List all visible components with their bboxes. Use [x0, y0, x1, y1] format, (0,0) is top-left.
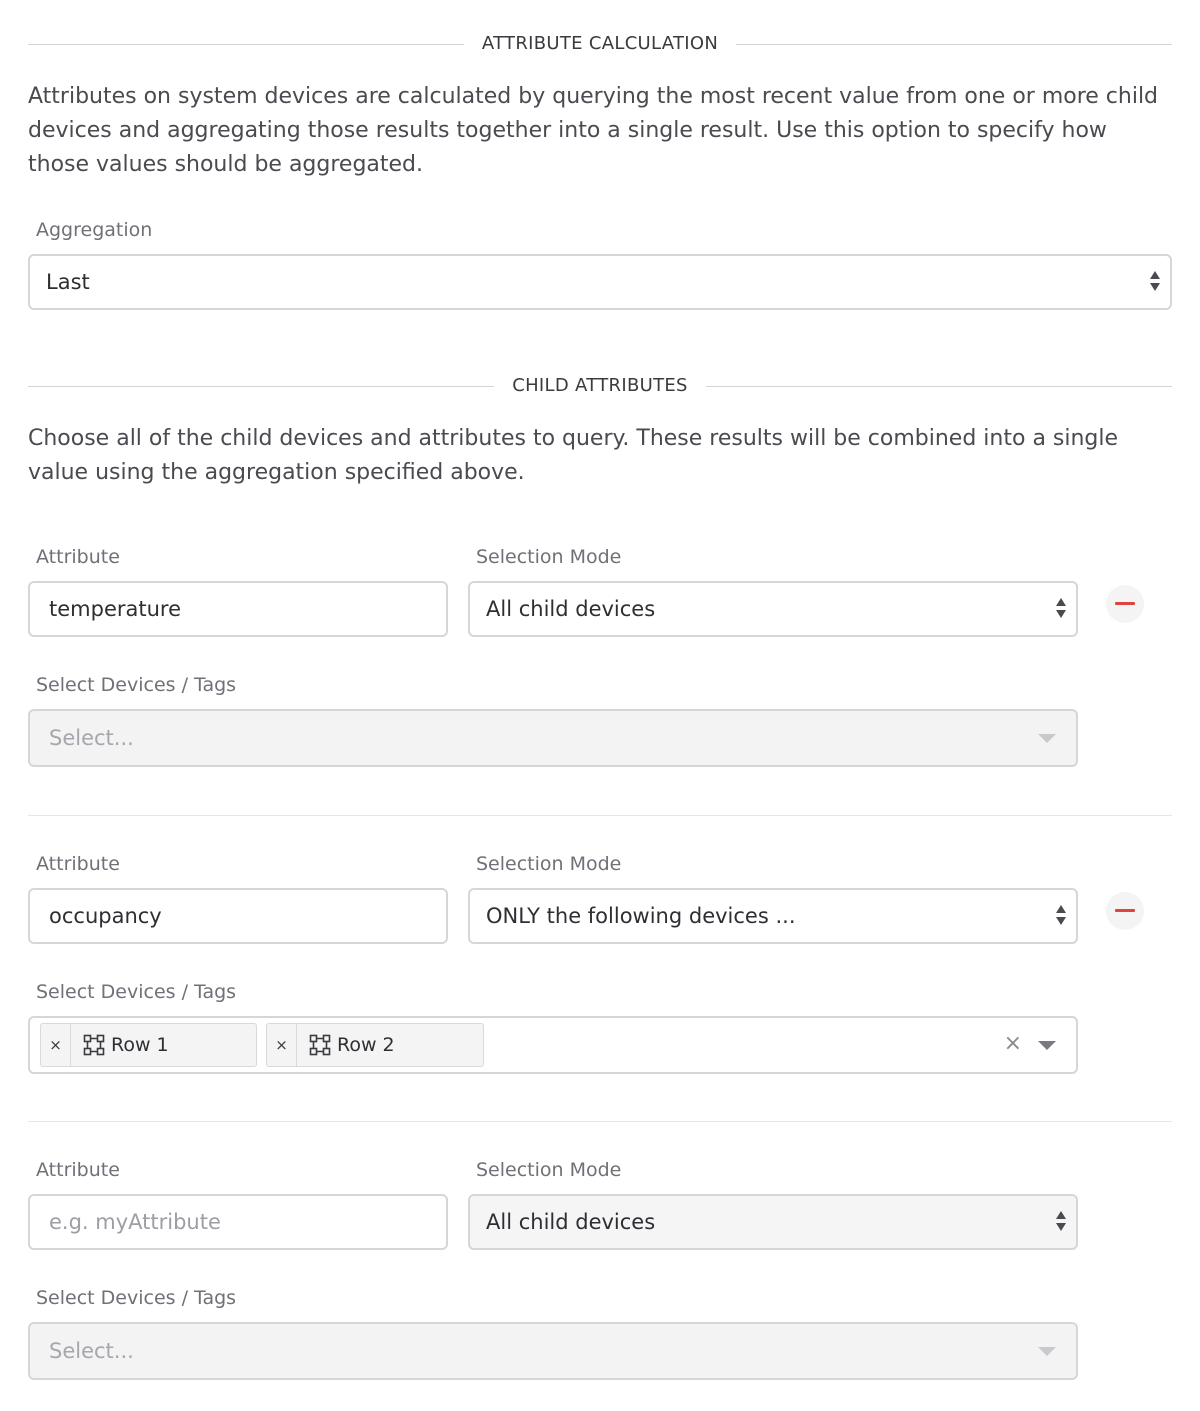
device-tag: [266, 1023, 484, 1067]
section-title-attribute-calculation: ATTRIBUTE CALCULATION: [464, 33, 736, 54]
remove-tag-button[interactable]: ×: [41, 1024, 71, 1066]
attribute-input[interactable]: occupancy: [28, 888, 448, 944]
remove-row-button[interactable]: [1106, 585, 1144, 623]
select-devices-label: Select Devices / Tags: [36, 981, 237, 1003]
selection-mode-value: ONLY the following devices ...: [486, 904, 796, 928]
chevron-down-icon[interactable]: [1038, 1041, 1056, 1050]
section-title-child-attributes: CHILD ATTRIBUTES: [494, 375, 706, 396]
devices-tags-select[interactable]: [28, 1322, 1078, 1380]
tag-label: Row 2: [337, 1034, 395, 1056]
select-arrows-icon: [1150, 270, 1160, 294]
attribute-label: Attribute: [36, 853, 120, 875]
selection-mode-select[interactable]: [468, 888, 1078, 944]
clear-selection-button[interactable]: ×: [1003, 1031, 1022, 1056]
selection-mode-label: Selection Mode: [476, 1159, 622, 1181]
attribute-label: Attribute: [36, 1159, 120, 1181]
selection-mode-select[interactable]: [468, 581, 1078, 637]
selection-mode-select[interactable]: [468, 1194, 1078, 1250]
remove-tag-button[interactable]: ×: [267, 1024, 297, 1066]
child-attributes-divider: [28, 376, 1172, 396]
devices-placeholder: Select...: [49, 1339, 134, 1363]
chevron-down-icon: [1038, 1347, 1056, 1356]
devices-tags-select[interactable]: [28, 709, 1078, 767]
select-devices-label: Select Devices / Tags: [36, 1287, 237, 1309]
selection-mode-value: All child devices: [486, 597, 656, 621]
attribute-calculation-divider: [28, 34, 1172, 54]
selection-mode-label: Selection Mode: [476, 546, 622, 568]
row-separator: [28, 815, 1172, 816]
remove-row-button[interactable]: [1106, 892, 1144, 930]
device-tag: [40, 1023, 257, 1067]
chevron-down-icon: [1038, 734, 1056, 743]
row-separator: [28, 1121, 1172, 1122]
attribute-calculation-description: Attributes on system devices are calculated by querying the most recent value from one or more child devices and aggregating those results together into a single result. Use this option to specify how those values should be aggregated.: [28, 84, 1159, 177]
selection-mode-label: Selection Mode: [476, 853, 622, 875]
device-group-icon: [83, 1034, 105, 1056]
child-attributes-description: Choose all of the child devices and attributes to query. These results will be combined into a single value using the aggregation specified above.: [28, 426, 1119, 485]
aggregation-select[interactable]: [28, 254, 1172, 310]
select-arrows-icon: [1056, 904, 1066, 928]
device-group-icon: [309, 1034, 331, 1056]
attribute-input[interactable]: temperature: [28, 581, 448, 637]
devices-tags-select[interactable]: [28, 1016, 1078, 1074]
aggregation-label: Aggregation: [36, 219, 153, 241]
tag-label: Row 1: [111, 1034, 169, 1056]
devices-placeholder: Select...: [49, 726, 134, 750]
select-devices-label: Select Devices / Tags: [36, 674, 237, 696]
select-arrows-icon: [1056, 597, 1066, 621]
selection-mode-value: All child devices: [486, 1210, 656, 1234]
attribute-input[interactable]: e.g. myAttribute: [28, 1194, 448, 1250]
attribute-label: Attribute: [36, 546, 120, 568]
aggregation-value: Last: [46, 270, 90, 294]
select-arrows-icon: [1056, 1210, 1066, 1234]
